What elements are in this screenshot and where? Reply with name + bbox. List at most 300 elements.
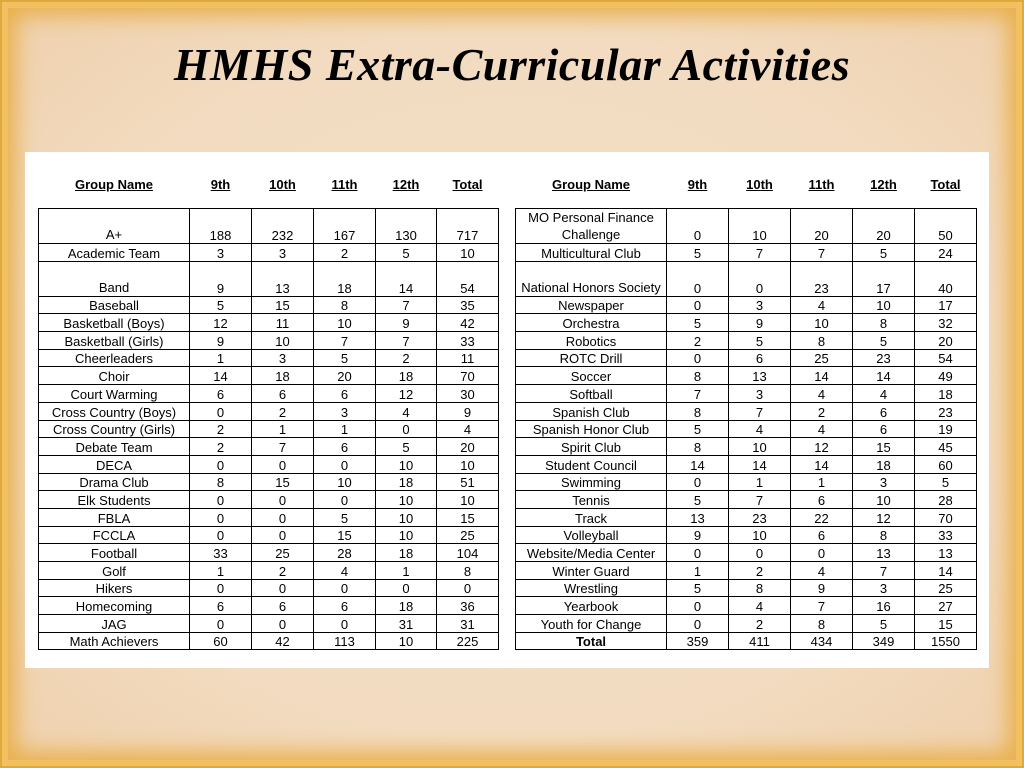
grade-count-cell: 9 (190, 261, 252, 296)
grade-count-cell: 6 (252, 385, 314, 403)
group-name-cell: Cross Country (Girls) (39, 420, 190, 438)
grade-count-cell: 2 (791, 402, 853, 420)
header-row (39, 167, 499, 201)
group-name-cell: ROTC Drill (516, 349, 667, 367)
total-cell: 31 (437, 615, 499, 633)
column-header-group-name: Group Name (551, 176, 630, 192)
grade-count-cell: 113 (314, 632, 376, 650)
table-row (39, 349, 499, 367)
grade-count-cell: 0 (376, 579, 437, 597)
grade-count-cell: 2 (190, 420, 252, 438)
grade-count-cell: 12 (853, 508, 915, 526)
total-cell: 0 (437, 579, 499, 597)
group-name-cell: Total (516, 632, 667, 650)
grade-count-cell: 7 (729, 244, 791, 262)
grade-count-cell: 8 (314, 296, 376, 314)
table-row (516, 420, 977, 438)
total-cell: 5 (915, 473, 977, 491)
grade-count-cell: 5 (853, 332, 915, 350)
grade-count-cell: 4 (729, 420, 791, 438)
grade-count-cell: 0 (314, 491, 376, 509)
grade-count-cell: 13 (667, 508, 729, 526)
grade-count-cell: 1 (376, 562, 437, 580)
table-row (516, 438, 977, 456)
total-cell: 24 (915, 244, 977, 262)
grade-count-cell: 8 (853, 526, 915, 544)
grade-count-cell: 3 (853, 579, 915, 597)
grade-count-cell: 4 (729, 597, 791, 615)
group-name-cell: Spanish Club (516, 402, 667, 420)
grade-count-cell: 0 (667, 209, 729, 244)
grade-count-cell: 0 (190, 491, 252, 509)
grade-count-cell: 3 (252, 349, 314, 367)
grade-count-cell: 4 (853, 385, 915, 403)
table-row (39, 455, 499, 473)
group-name-cell: Hikers (39, 579, 190, 597)
grade-count-cell: 2 (252, 402, 314, 420)
grade-count-cell: 188 (190, 209, 252, 244)
table-row (516, 508, 977, 526)
grade-count-cell: 5 (853, 615, 915, 633)
group-name-cell: Student Council (516, 455, 667, 473)
grade-count-cell: 5 (376, 244, 437, 262)
grade-count-cell: 1 (190, 562, 252, 580)
grade-count-cell: 20 (314, 367, 376, 385)
total-cell: 20 (915, 332, 977, 350)
total-cell: 28 (915, 491, 977, 509)
group-name-cell: JAG (39, 615, 190, 633)
table-row (39, 367, 499, 385)
grade-count-cell: 14 (853, 367, 915, 385)
grade-count-cell: 3 (314, 402, 376, 420)
grade-count-cell: 20 (853, 209, 915, 244)
grade-count-cell: 10 (791, 314, 853, 332)
grade-count-cell: 14 (791, 455, 853, 473)
total-cell: 33 (915, 526, 977, 544)
grade-count-cell: 5 (190, 296, 252, 314)
grade-count-cell: 18 (376, 367, 437, 385)
grade-count-cell: 0 (314, 455, 376, 473)
grade-count-cell: 2 (314, 244, 376, 262)
grade-count-cell: 25 (252, 544, 314, 562)
grade-count-cell: 10 (729, 209, 791, 244)
total-cell: 11 (437, 349, 499, 367)
grade-count-cell: 8 (729, 579, 791, 597)
column-header: Total (452, 176, 483, 192)
grade-count-cell: 6 (853, 420, 915, 438)
activities-sheet (25, 152, 989, 668)
group-name-cell: Choir (39, 367, 190, 385)
total-cell: 225 (437, 632, 499, 650)
grade-count-cell: 5 (667, 420, 729, 438)
group-name-cell: Multicultural Club (516, 244, 667, 262)
grade-count-cell: 18 (376, 544, 437, 562)
group-name-cell: Cross Country (Boys) (39, 402, 190, 420)
total-cell: 18 (915, 385, 977, 403)
grade-count-cell: 14 (729, 455, 791, 473)
table-row (516, 579, 977, 597)
grade-count-cell: 14 (190, 367, 252, 385)
table-row (39, 332, 499, 350)
grade-count-cell: 18 (252, 367, 314, 385)
grade-count-cell: 14 (376, 261, 437, 296)
group-name-cell: Wrestling (516, 579, 667, 597)
grade-count-cell: 10 (376, 455, 437, 473)
group-name-cell: Basketball (Girls) (39, 332, 190, 350)
grade-count-cell: 4 (314, 562, 376, 580)
grade-count-cell: 10 (314, 473, 376, 491)
grade-count-cell: 0 (252, 455, 314, 473)
total-cell: 40 (915, 261, 977, 296)
grade-count-cell: 8 (190, 473, 252, 491)
grade-count-cell: 6 (190, 597, 252, 615)
total-cell: 25 (915, 579, 977, 597)
grade-count-cell: 23 (853, 349, 915, 367)
grade-count-cell: 6 (314, 597, 376, 615)
grade-count-cell: 2 (729, 562, 791, 580)
grade-count-cell: 0 (667, 597, 729, 615)
grade-count-cell: 0 (252, 615, 314, 633)
group-name-cell: Track (516, 508, 667, 526)
grade-count-cell: 15 (314, 526, 376, 544)
total-cell: 23 (915, 402, 977, 420)
activities-table-left (38, 167, 499, 650)
grade-count-cell: 2 (667, 332, 729, 350)
grade-count-cell: 15 (853, 438, 915, 456)
grade-count-cell: 8 (667, 367, 729, 385)
total-cell: 4 (437, 420, 499, 438)
table-row (516, 314, 977, 332)
grade-count-cell: 6 (190, 385, 252, 403)
total-cell: 51 (437, 473, 499, 491)
grade-count-cell: 0 (314, 579, 376, 597)
total-cell: 104 (437, 544, 499, 562)
group-name-cell: Band (39, 261, 190, 296)
total-cell: 25 (437, 526, 499, 544)
grade-count-cell: 17 (853, 261, 915, 296)
grade-count-cell: 0 (667, 349, 729, 367)
grade-count-cell: 0 (376, 420, 437, 438)
grade-count-cell: 5 (853, 244, 915, 262)
spacer-row (39, 201, 499, 209)
grade-count-cell: 0 (190, 579, 252, 597)
grade-count-cell: 2 (729, 615, 791, 633)
grade-count-cell: 25 (791, 349, 853, 367)
grade-count-cell: 2 (252, 562, 314, 580)
grade-count-cell: 7 (791, 597, 853, 615)
grade-count-cell: 4 (376, 402, 437, 420)
grade-count-cell: 9 (729, 314, 791, 332)
grade-count-cell: 14 (667, 455, 729, 473)
table-row (39, 491, 499, 509)
total-cell: 13 (915, 544, 977, 562)
grade-count-cell: 0 (667, 473, 729, 491)
grade-count-cell: 10 (376, 491, 437, 509)
grade-count-cell: 0 (667, 261, 729, 296)
table-row (39, 508, 499, 526)
grade-count-cell: 0 (190, 508, 252, 526)
grade-count-cell: 15 (252, 473, 314, 491)
grade-count-cell: 10 (376, 508, 437, 526)
table-row (516, 473, 977, 491)
grade-count-cell: 23 (791, 261, 853, 296)
column-header: 10th (269, 176, 296, 192)
total-cell: 49 (915, 367, 977, 385)
group-name-cell: Robotics (516, 332, 667, 350)
grade-count-cell: 7 (791, 244, 853, 262)
total-cell: 10 (437, 491, 499, 509)
group-name-cell: Orchestra (516, 314, 667, 332)
total-cell: 1550 (915, 632, 977, 650)
table-row (39, 438, 499, 456)
group-name-cell: Baseball (39, 296, 190, 314)
group-name-cell: Drama Club (39, 473, 190, 491)
grade-count-cell: 5 (314, 508, 376, 526)
grade-count-cell: 8 (791, 332, 853, 350)
table-row (39, 244, 499, 262)
grade-count-cell: 10 (729, 526, 791, 544)
grade-count-cell: 13 (729, 367, 791, 385)
grade-count-cell: 4 (791, 385, 853, 403)
grade-count-cell: 16 (853, 597, 915, 615)
grade-count-cell: 2 (376, 349, 437, 367)
table-row (39, 597, 499, 615)
table-row (39, 615, 499, 633)
group-name-cell: MO Personal Finance Challenge (516, 209, 667, 244)
total-cell: 17 (915, 296, 977, 314)
column-header-group-name: Group Name (74, 176, 153, 192)
grade-count-cell: 3 (729, 296, 791, 314)
grade-count-cell: 18 (376, 597, 437, 615)
total-cell: 60 (915, 455, 977, 473)
total-cell: 20 (437, 438, 499, 456)
grade-count-cell: 6 (314, 385, 376, 403)
grade-count-cell: 232 (252, 209, 314, 244)
grade-count-cell: 5 (667, 579, 729, 597)
grade-count-cell: 8 (791, 615, 853, 633)
grade-count-cell: 7 (729, 491, 791, 509)
grade-count-cell: 1 (252, 420, 314, 438)
group-name-cell: Academic Team (39, 244, 190, 262)
activities-table-right (515, 167, 977, 650)
grade-count-cell: 9 (190, 332, 252, 350)
grade-count-cell: 18 (376, 473, 437, 491)
grade-count-cell: 1 (314, 420, 376, 438)
grade-count-cell: 5 (667, 314, 729, 332)
grade-count-cell: 4 (791, 296, 853, 314)
column-header: 12th (870, 176, 897, 192)
total-cell: 10 (437, 455, 499, 473)
column-header: 12th (392, 176, 420, 192)
table-row (39, 402, 499, 420)
grade-count-cell: 130 (376, 209, 437, 244)
grade-count-cell: 1 (729, 473, 791, 491)
grade-count-cell: 3 (853, 473, 915, 491)
grade-count-cell: 349 (853, 632, 915, 650)
grade-count-cell: 14 (791, 367, 853, 385)
grade-count-cell: 10 (252, 332, 314, 350)
column-header: 11th (331, 176, 358, 192)
grade-count-cell: 5 (314, 349, 376, 367)
table-row (516, 562, 977, 580)
grade-count-cell: 6 (729, 349, 791, 367)
group-name-cell: Swimming (516, 473, 667, 491)
grade-count-cell: 434 (791, 632, 853, 650)
table-row (39, 544, 499, 562)
grade-count-cell: 9 (376, 314, 437, 332)
grade-count-cell: 10 (376, 526, 437, 544)
grade-count-cell: 4 (791, 420, 853, 438)
total-cell: 15 (915, 615, 977, 633)
total-cell: 36 (437, 597, 499, 615)
grade-count-cell: 7 (252, 438, 314, 456)
table-row (39, 420, 499, 438)
grade-count-cell: 7 (667, 385, 729, 403)
grade-count-cell: 28 (314, 544, 376, 562)
grade-count-cell: 7 (729, 402, 791, 420)
grade-count-cell: 7 (376, 332, 437, 350)
table-row (39, 473, 499, 491)
grade-count-cell: 60 (190, 632, 252, 650)
column-header: 10th (746, 176, 773, 192)
group-name-cell: Softball (516, 385, 667, 403)
grade-count-cell: 7 (314, 332, 376, 350)
table-row (516, 491, 977, 509)
grade-count-cell: 0 (252, 508, 314, 526)
total-cell: 42 (437, 314, 499, 332)
group-name-cell: FBLA (39, 508, 190, 526)
grade-count-cell: 31 (376, 615, 437, 633)
grade-count-cell: 8 (667, 402, 729, 420)
grade-count-cell: 6 (791, 491, 853, 509)
total-cell: 27 (915, 597, 977, 615)
group-name-cell: Football (39, 544, 190, 562)
grade-count-cell: 5 (729, 332, 791, 350)
total-cell: 717 (437, 209, 499, 244)
total-cell: 32 (915, 314, 977, 332)
grade-count-cell: 0 (791, 544, 853, 562)
table-row (516, 296, 977, 314)
group-name-cell: Math Achievers (39, 632, 190, 650)
grade-count-cell: 0 (190, 526, 252, 544)
grade-count-cell: 359 (667, 632, 729, 650)
grade-count-cell: 42 (252, 632, 314, 650)
header-row (516, 167, 977, 201)
table-row (39, 526, 499, 544)
grade-count-cell: 7 (376, 296, 437, 314)
total-cell: 70 (915, 508, 977, 526)
table-row (516, 244, 977, 262)
grade-count-cell: 10 (314, 314, 376, 332)
group-name-cell: Court Warming (39, 385, 190, 403)
column-header: 11th (808, 176, 835, 192)
grade-count-cell: 12 (791, 438, 853, 456)
grade-count-cell: 9 (791, 579, 853, 597)
grade-count-cell: 167 (314, 209, 376, 244)
group-name-cell: Debate Team (39, 438, 190, 456)
group-name-cell: Basketball (Boys) (39, 314, 190, 332)
group-name-cell: FCCLA (39, 526, 190, 544)
grade-count-cell: 11 (252, 314, 314, 332)
table-row (516, 261, 977, 296)
grade-count-cell: 0 (252, 526, 314, 544)
grade-count-cell: 5 (376, 438, 437, 456)
table-row (39, 296, 499, 314)
total-cell: 33 (437, 332, 499, 350)
total-cell: 15 (437, 508, 499, 526)
grade-count-cell: 3 (252, 244, 314, 262)
table-row (516, 385, 977, 403)
grade-count-cell: 2 (190, 438, 252, 456)
grade-count-cell: 0 (667, 544, 729, 562)
grade-count-cell: 0 (314, 615, 376, 633)
grade-count-cell: 8 (853, 314, 915, 332)
grade-count-cell: 23 (729, 508, 791, 526)
table-row (516, 615, 977, 633)
grade-count-cell: 0 (729, 544, 791, 562)
total-cell: 54 (915, 349, 977, 367)
total-cell: 70 (437, 367, 499, 385)
grade-count-cell: 6 (252, 597, 314, 615)
group-name-cell: Website/Media Center (516, 544, 667, 562)
group-name-cell: Cheerleaders (39, 349, 190, 367)
grade-count-cell: 0 (667, 615, 729, 633)
grade-count-cell: 10 (729, 438, 791, 456)
grade-count-cell: 0 (252, 491, 314, 509)
total-row (516, 632, 977, 650)
grade-count-cell: 18 (853, 455, 915, 473)
grade-count-cell: 3 (190, 244, 252, 262)
grade-count-cell: 1 (190, 349, 252, 367)
table-row (516, 367, 977, 385)
total-cell: 30 (437, 385, 499, 403)
total-cell: 10 (437, 244, 499, 262)
total-cell: 35 (437, 296, 499, 314)
group-name-cell: Youth for Change (516, 615, 667, 633)
table-row (516, 402, 977, 420)
table-row (516, 597, 977, 615)
table-row (39, 209, 499, 244)
group-name-cell: Yearbook (516, 597, 667, 615)
group-name-cell: A+ (39, 209, 190, 244)
table-row (39, 632, 499, 650)
slide-title: HMHS Extra-Curricular Activities (173, 39, 851, 90)
group-name-cell: Winter Guard (516, 562, 667, 580)
total-cell: 8 (437, 562, 499, 580)
grade-count-cell: 12 (376, 385, 437, 403)
grade-count-cell: 0 (190, 402, 252, 420)
group-name-cell: Spanish Honor Club (516, 420, 667, 438)
group-name-cell: Golf (39, 562, 190, 580)
grade-count-cell: 0 (190, 615, 252, 633)
grade-count-cell: 6 (791, 526, 853, 544)
grade-count-cell: 3 (729, 385, 791, 403)
grade-count-cell: 6 (853, 402, 915, 420)
table-row (516, 544, 977, 562)
group-name-cell: DECA (39, 455, 190, 473)
table-row (516, 349, 977, 367)
table-row (39, 562, 499, 580)
grade-count-cell: 33 (190, 544, 252, 562)
grade-count-cell: 13 (853, 544, 915, 562)
total-cell: 19 (915, 420, 977, 438)
table-row (39, 314, 499, 332)
grade-count-cell: 411 (729, 632, 791, 650)
total-cell: 14 (915, 562, 977, 580)
group-name-cell: Homecoming (39, 597, 190, 615)
group-name-cell: Newspaper (516, 296, 667, 314)
table-row (516, 526, 977, 544)
